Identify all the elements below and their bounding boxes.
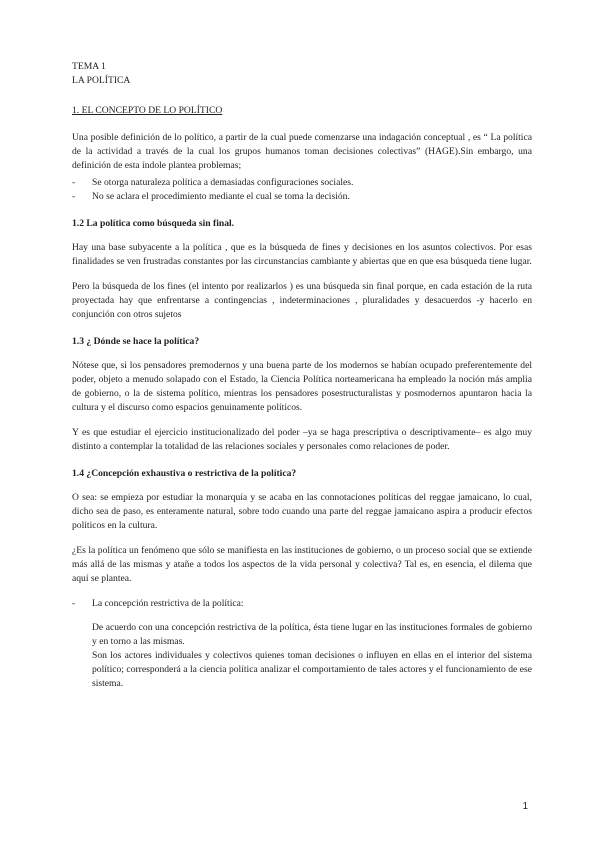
restrictive-concept-paragraph-2: Son los actores individuales y colectivos quienes toman decisiones o influyen en ellas en el interior del sistema político; corresponderá a la ciencia política analizar el comportamiento de tales actores y el funcionamiento de ese sistema. bbox=[92, 650, 532, 689]
dash-bullet-icon: - bbox=[72, 598, 76, 609]
tema-label: TEMA 1 bbox=[72, 61, 106, 72]
document-page bbox=[72, 60, 532, 691]
dash-bullet-icon: - bbox=[72, 177, 76, 188]
section-1-4-heading: 1.4 ¿Concepción exhaustiva o restrictiva de la política? bbox=[72, 468, 297, 479]
section-1-2-heading: 1.2 La política como búsqueda sin final. bbox=[72, 218, 235, 229]
section-1-bullet-list bbox=[72, 176, 532, 204]
section-1-heading: 1. EL CONCEPTO DE LO POLÍTICO bbox=[72, 105, 223, 116]
dash-bullet-icon: - bbox=[72, 191, 76, 202]
section-1-4-paragraph-1: O sea: se empieza por estudiar la monarquía y se acaba en las connotaciones políticas del reggae jamaicano, lo cual, dicho sea de paso, es enteramente natural, sobre todo cuando una parte del reggae jamaicano aspira a producir efectos políticos en la cultura. bbox=[72, 492, 532, 531]
restrictive-concept-block bbox=[72, 621, 532, 691]
page-number: 1 bbox=[522, 801, 528, 812]
section-1-3-heading: 1.3 ¿ Dónde se hace la política? bbox=[72, 336, 200, 347]
list-item: - La concepción restrictiva de la política: bbox=[72, 598, 244, 609]
section-1-3-paragraph-1: Nótese que, si los pensadores premodernos y una buena parte de los modernos se habían ocupado preferentemente del poder, objeto a menudo solapado con el Estado, la Ciencia Política norteamericana ha empleado la noción más amplia de gobierno, o la de sistema político, mientras los pensadores posestructuralistas y posmodernos apuntaron hacia la cultura y el discurso como espacios genuinamente políticos. bbox=[72, 360, 532, 413]
section-1-intro: Una posible definición de lo político, a partir de la cual puede comenzarse una indagación conceptual , es “ La política de la actividad a través de la cual los grupos humanos toman decisiones colectivas” (HAGE).Sin embargo, una definición de esta índole plantea problemas; bbox=[72, 132, 532, 171]
restrictive-concept-paragraph-1: De acuerdo con una concepción restrictiva de la política, ésta tiene lugar en las instituciones formales de gobierno y en torno a las mismas. bbox=[92, 622, 532, 647]
section-1-4-bullet-list bbox=[72, 597, 532, 611]
section-1-4-paragraph-2: ¿Es la política un fenómeno que sólo se manifiesta en las instituciones de gobierno, o un proceso social que se extiende más allá de las mismas y atañe a todos los aspectos de la vida personal y colectiva? Tal es, en esencia, el dilema que aquí se plantea. bbox=[72, 545, 532, 584]
section-1-2-paragraph-1: Hay una base subyacente a la política , que es la búsqueda de fines y decisiones en los asuntos colectivos. Por esas finalidades se ven frustradas constantes por las circunstancias cambiante y abiertas que en que esa búsqueda tiene lugar. bbox=[72, 242, 532, 267]
list-item: - Se otorga naturaleza política a demasiadas configuraciones sociales. bbox=[72, 177, 354, 188]
document-title: LA POLÍTICA bbox=[72, 75, 131, 86]
list-item: - No se aclara el procedimiento mediante el cual se toma la decisión. bbox=[72, 191, 350, 202]
section-1-2-paragraph-2: Pero la búsqueda de los fines (el intento por realizarlos ) es una búsqueda sin final porque, en cada estación de la ruta proyectada hay que enfrentarse a contingencias , indeterminaciones , pluralidades y desacuerdos -y hacerlo en conjunción con otros sujetos bbox=[72, 281, 532, 320]
section-1-3-paragraph-2: Y es que estudiar el ejercicio institucionalizado del poder –ya se haga prescriptiva o descriptivamente– es algo muy distinto a contemplar la totalidad de las relaciones sociales y personales como relaciones de poder. bbox=[72, 427, 532, 452]
